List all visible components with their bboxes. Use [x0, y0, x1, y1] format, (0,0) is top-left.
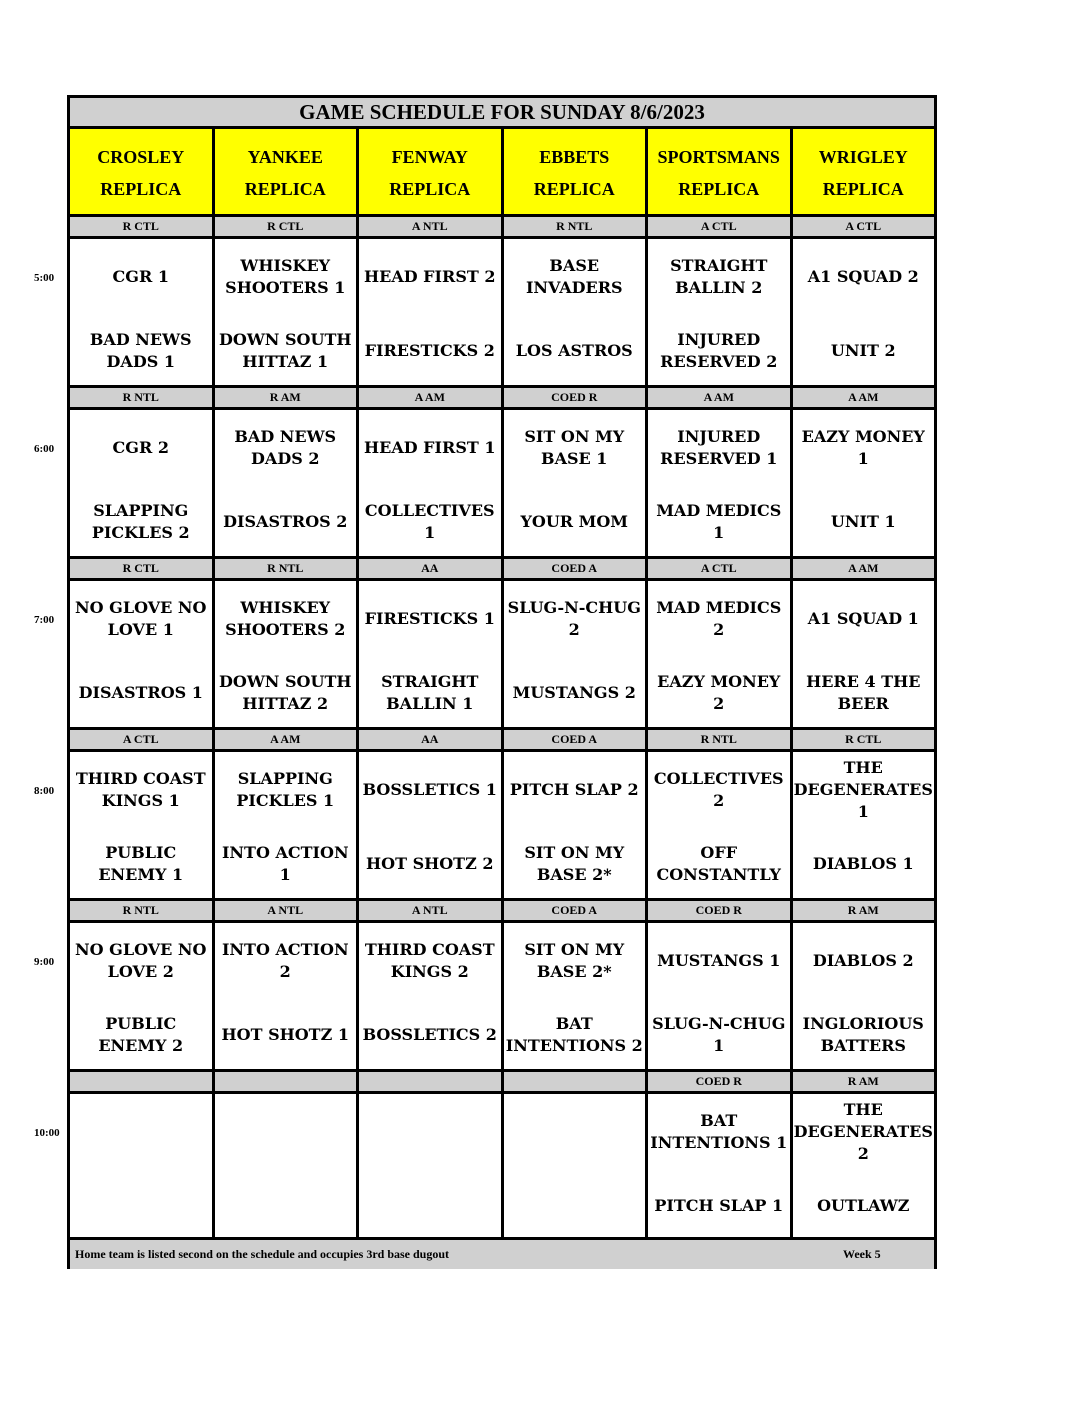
home-team: SLAPPING PICKLES 2	[91, 501, 190, 542]
division-label: R NTL	[504, 217, 649, 236]
away-team: NO GLOVE NO LOVE 1	[75, 598, 207, 639]
away-team: SLAPPING PICKLES 1	[236, 769, 335, 810]
footer-bar	[70, 1237, 934, 1269]
home-team	[70, 1176, 212, 1236]
home-team: LOS ASTROS	[515, 341, 633, 360]
home-team: BOSSLETICS 2	[362, 1025, 497, 1044]
away-team: INJURED RESERVED 1	[660, 427, 778, 468]
away-team: BAT INTENTIONS 1	[650, 1111, 788, 1152]
game-cell	[504, 581, 649, 727]
game-cell	[793, 752, 935, 898]
division-label: R CTL	[215, 217, 360, 236]
away-team	[215, 1102, 357, 1162]
away-team: SIT ON MY BASE 2*	[524, 940, 625, 981]
game-cell	[648, 752, 793, 898]
division-label: R NTL	[70, 388, 215, 407]
home-team: DOWN SOUTH HITTAZ 1	[219, 330, 352, 371]
field-type: REPLICA	[822, 179, 904, 199]
home-team: MUSTANGS 2	[512, 683, 636, 702]
game-cell	[504, 239, 649, 385]
field-header-row	[70, 129, 934, 214]
game-cell	[215, 581, 360, 727]
away-team: BAD NEWS DADS 2	[234, 427, 337, 468]
home-team	[504, 1176, 646, 1236]
game-row	[70, 1094, 934, 1240]
field-type: REPLICA	[100, 179, 182, 199]
home-team: MAD MEDICS 1	[656, 501, 782, 542]
division-label: A AM	[848, 561, 879, 575]
away-team: A1 SQUAD 2	[807, 267, 919, 286]
home-team: OFF CONSTANTLY	[656, 843, 781, 884]
game-cell	[793, 1094, 935, 1240]
home-team: HOT SHOTZ 1	[221, 1025, 349, 1044]
away-team: BOSSLETICS 1	[362, 780, 497, 799]
field-header-crosley	[70, 129, 215, 214]
time-label: 9:00	[34, 956, 55, 968]
game-cell	[648, 410, 793, 556]
home-team: FIRESTICKS 2	[364, 341, 495, 360]
game-cell	[504, 752, 649, 898]
away-team: THIRD COAST KINGS 2	[364, 940, 495, 981]
home-team: BAD NEWS DADS 1	[89, 330, 192, 371]
away-team: COLLECTIVES 2	[653, 769, 784, 810]
division-label	[504, 1072, 649, 1091]
division-label: A AM	[648, 388, 793, 407]
game-cell	[504, 410, 649, 556]
home-team	[215, 1176, 357, 1236]
division-label: R NTL	[215, 559, 360, 578]
division-label: R NTL	[70, 901, 215, 920]
game-cell	[215, 923, 360, 1069]
game-cell	[359, 410, 504, 556]
away-team: A1 SQUAD 1	[807, 609, 919, 628]
away-team	[359, 1102, 501, 1162]
away-team: WHISKEY SHOOTERS 2	[225, 598, 346, 639]
division-label: COED R	[648, 1072, 793, 1091]
home-team: HOT SHOTZ 2	[366, 854, 494, 873]
game-cell	[793, 581, 935, 727]
game-row	[70, 581, 934, 727]
schedule-title: GAME SCHEDULE FOR SUNDAY 8/6/2023	[70, 98, 934, 129]
game-row	[70, 239, 934, 385]
game-cell	[215, 410, 360, 556]
field-type: REPLICA	[244, 179, 326, 199]
division-label: AA	[359, 559, 504, 578]
home-team: STRAIGHT BALLIN 1	[381, 672, 479, 713]
game-cell	[70, 239, 215, 385]
game-cell	[359, 752, 504, 898]
home-team: PUBLIC ENEMY 2	[98, 1014, 184, 1055]
division-label	[359, 1072, 504, 1091]
division-label: R CTL	[70, 217, 215, 236]
game-cell	[70, 410, 215, 556]
division-row	[70, 898, 934, 923]
division-row	[70, 1069, 934, 1094]
division-label: A CTL	[648, 559, 793, 578]
away-team	[70, 1102, 212, 1162]
field-type: REPLICA	[678, 179, 760, 199]
division-label: A NTL	[359, 901, 504, 920]
home-team: EAZY MONEY 2	[657, 672, 781, 713]
schedule-table	[67, 95, 937, 1269]
away-team: MUSTANGS 1	[657, 951, 781, 970]
away-team: CGR 1	[112, 267, 169, 286]
field-header-wrigley	[793, 129, 935, 214]
home-team: COLLECTIVES 1	[364, 501, 495, 542]
division-label: R AM	[847, 1074, 879, 1088]
field-name: YANKEE	[247, 147, 323, 167]
division-label: A NTL	[215, 901, 360, 920]
field-type: REPLICA	[533, 179, 615, 199]
game-cell	[648, 581, 793, 727]
away-team: PITCH SLAP 2	[509, 780, 639, 799]
game-row	[70, 923, 934, 1069]
home-team: DISASTROS 1	[78, 683, 203, 702]
game-cell	[359, 239, 504, 385]
game-cell	[359, 1094, 504, 1240]
division-row	[70, 385, 934, 410]
away-team: STRAIGHT BALLIN 2	[670, 256, 768, 297]
home-team: DIABLOS 1	[812, 854, 914, 873]
game-cell	[215, 752, 360, 898]
home-team: INTO ACTION 1	[221, 843, 349, 884]
field-type: REPLICA	[389, 179, 471, 199]
field-header-yankee	[215, 129, 360, 214]
time-label: 7:00	[34, 614, 55, 626]
week-label: Week 5	[843, 1247, 881, 1261]
division-label: A AM	[848, 390, 879, 404]
game-cell	[70, 923, 215, 1069]
time-label: 6:00	[34, 443, 55, 455]
home-team: UNIT 2	[830, 341, 896, 360]
time-label: 10:00	[34, 1127, 60, 1139]
field-header-ebbets	[504, 129, 649, 214]
away-team: NO GLOVE NO LOVE 2	[75, 940, 207, 981]
game-row	[70, 752, 934, 898]
field-header-fenway	[359, 129, 504, 214]
time-label: 5:00	[34, 272, 55, 284]
division-label	[215, 1072, 360, 1091]
home-team: DISASTROS 2	[223, 512, 348, 531]
home-team: DOWN SOUTH HITTAZ 2	[219, 672, 352, 713]
game-cell	[359, 581, 504, 727]
away-team: THIRD COAST KINGS 1	[75, 769, 206, 810]
division-label: AA	[359, 730, 504, 749]
division-label: COED R	[648, 901, 793, 920]
away-team: DIABLOS 2	[812, 951, 914, 970]
away-team	[504, 1102, 646, 1162]
away-team: THE DEGENERATES 1	[793, 758, 933, 821]
away-team: HEAD FIRST 2	[364, 267, 496, 286]
home-team: SLUG-N-CHUG 1	[652, 1014, 786, 1055]
division-label: COED R	[504, 388, 649, 407]
division-label: COED A	[504, 730, 649, 749]
game-cell	[504, 1094, 649, 1240]
division-label: A AM	[215, 730, 360, 749]
footer-note: Home team is listed second on the schedule and occupies 3rd base dugout	[75, 1247, 450, 1261]
division-label: A CTL	[845, 219, 882, 233]
field-name: EBBETS	[539, 147, 610, 167]
division-label: A NTL	[359, 217, 504, 236]
field-name: SPORTSMANS	[657, 147, 780, 167]
home-team: SIT ON MY BASE 2*	[524, 843, 625, 884]
field-name: FENWAY	[391, 147, 468, 167]
division-label: R AM	[215, 388, 360, 407]
game-row	[70, 410, 934, 556]
game-cell	[215, 239, 360, 385]
home-team: INJURED RESERVED 2	[660, 330, 778, 371]
away-team: SLUG-N-CHUG 2	[507, 598, 641, 639]
field-header-sportsmans	[648, 129, 793, 214]
division-label: COED A	[504, 559, 649, 578]
home-team: YOUR MOM	[520, 512, 629, 531]
home-team	[359, 1176, 501, 1236]
division-label: A CTL	[648, 217, 793, 236]
home-team: PITCH SLAP 1	[654, 1196, 784, 1215]
game-cell	[793, 410, 935, 556]
division-label: A CTL	[70, 730, 215, 749]
game-cell	[793, 239, 935, 385]
away-team: EAZY MONEY 1	[801, 427, 925, 468]
game-cell	[504, 923, 649, 1069]
division-row	[70, 556, 934, 581]
division-label: R NTL	[648, 730, 793, 749]
time-label: 8:00	[34, 785, 55, 797]
field-name: CROSLEY	[97, 147, 185, 167]
away-team: MAD MEDICS 2	[656, 598, 782, 639]
division-label: A AM	[359, 388, 504, 407]
game-cell	[793, 923, 935, 1069]
division-row	[70, 727, 934, 752]
field-name: WRIGLEY	[818, 147, 908, 167]
game-cell	[648, 239, 793, 385]
away-team: INTO ACTION 2	[221, 940, 349, 981]
away-team: WHISKEY SHOOTERS 1	[225, 256, 346, 297]
division-row	[70, 214, 934, 239]
home-team: INGLORIOUS BATTERS	[802, 1014, 924, 1055]
away-team: THE DEGENERATES 2	[793, 1100, 933, 1163]
division-label: COED A	[504, 901, 649, 920]
away-team: SIT ON MY BASE 1	[524, 427, 625, 468]
game-cell	[70, 581, 215, 727]
game-cell	[359, 923, 504, 1069]
game-cell	[648, 1094, 793, 1240]
home-team: BAT INTENTIONS 2	[505, 1014, 643, 1055]
game-cell	[215, 1094, 360, 1240]
game-cell	[70, 1094, 215, 1240]
home-team: UNIT 1	[830, 512, 896, 531]
home-team: HERE 4 THE BEER	[806, 672, 921, 713]
home-team: PUBLIC ENEMY 1	[98, 843, 184, 884]
game-cell	[648, 923, 793, 1069]
game-cell	[70, 752, 215, 898]
division-label: R CTL	[70, 559, 215, 578]
away-team: HEAD FIRST 1	[364, 438, 496, 457]
away-team: FIRESTICKS 1	[364, 609, 495, 628]
home-team: OUTLAWZ	[817, 1196, 910, 1215]
away-team: BASE INVADERS	[525, 256, 623, 297]
division-label	[70, 1072, 215, 1091]
division-label: R AM	[847, 903, 879, 917]
division-label: R CTL	[845, 732, 882, 746]
away-team: CGR 2	[112, 438, 169, 457]
